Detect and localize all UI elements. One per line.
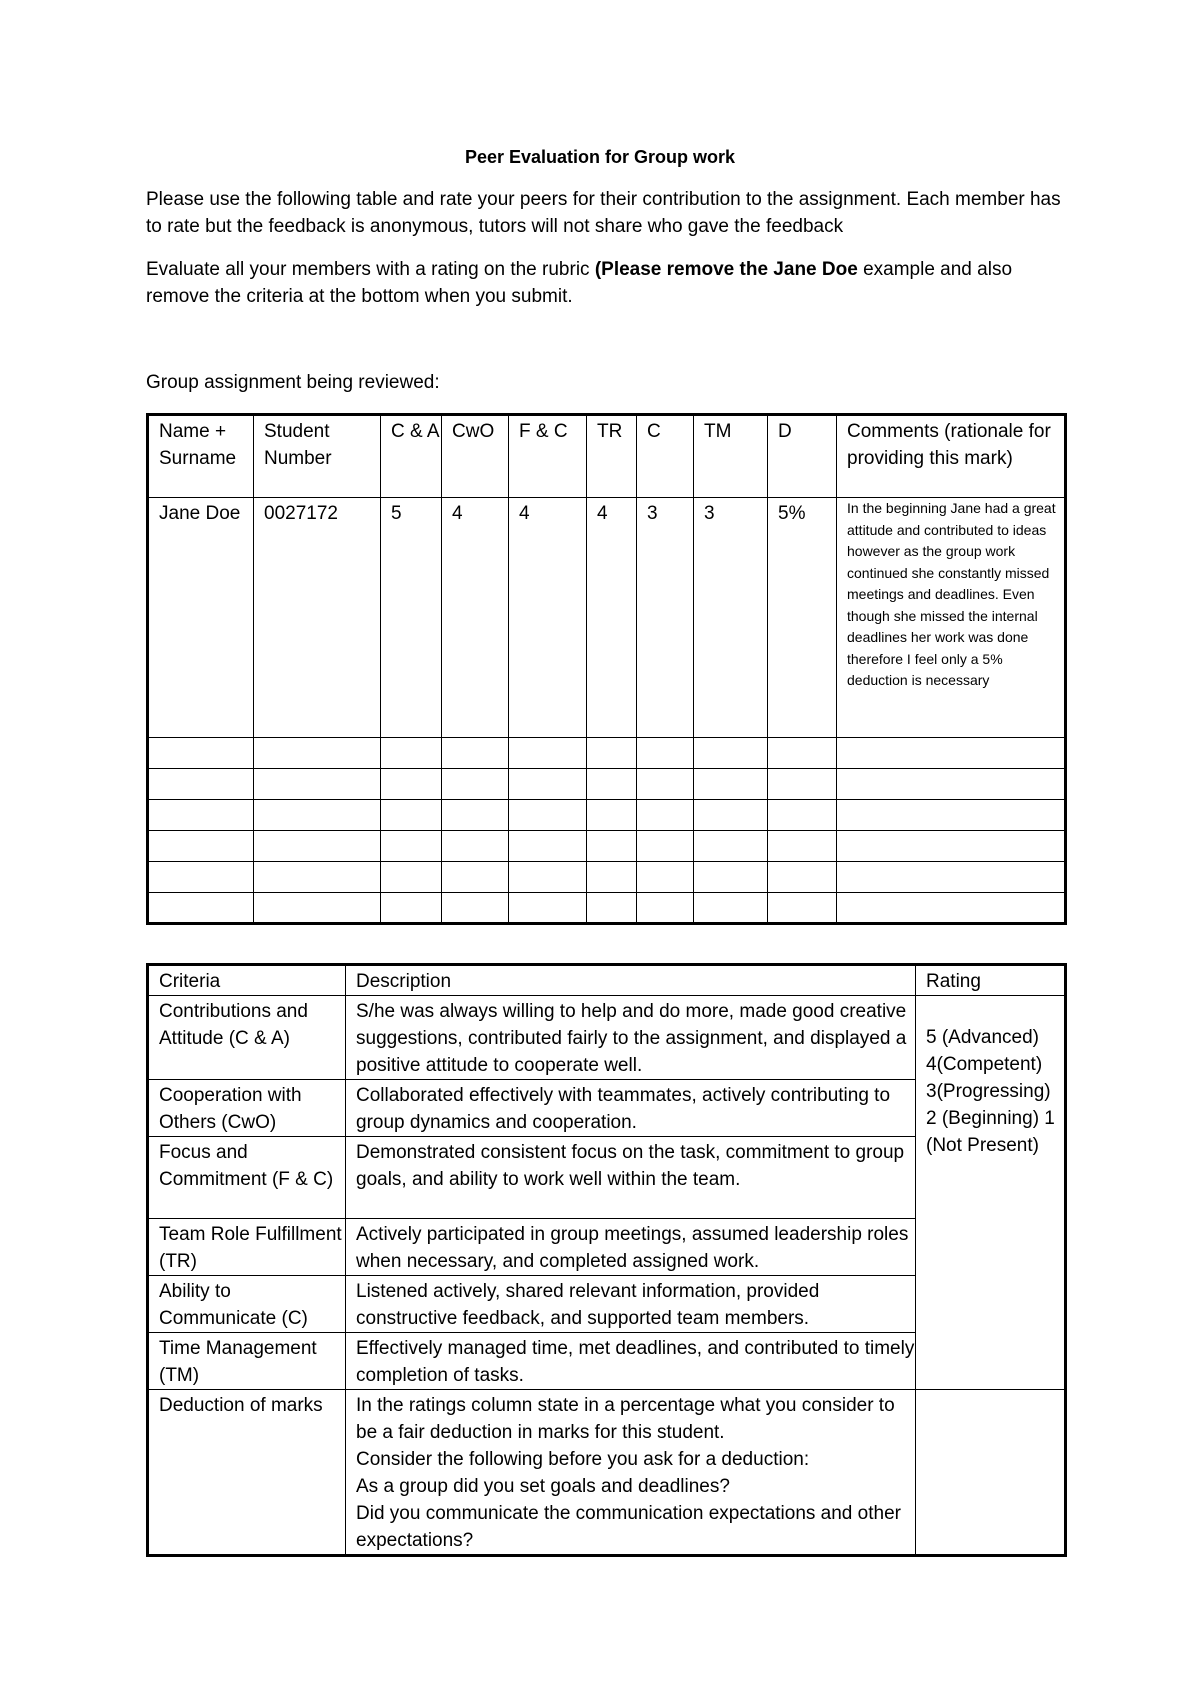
blank-cell[interactable] xyxy=(637,738,694,769)
blank-cell[interactable] xyxy=(768,831,837,862)
instruction-bold-text: (Please remove the Jane Doe xyxy=(594,259,858,280)
blank-cell[interactable] xyxy=(587,831,637,862)
blank-cell[interactable] xyxy=(254,800,381,831)
cell-d: 5% xyxy=(768,498,837,738)
blank-cell[interactable] xyxy=(442,769,509,800)
criteria-description: Effectively managed time, met deadlines, and contributed to timely completion of tasks. xyxy=(346,1333,916,1390)
blank-cell[interactable] xyxy=(768,738,837,769)
blank-cell[interactable] xyxy=(637,831,694,862)
header-description: Description xyxy=(346,965,916,996)
criteria-name: Contributions and Attitude (C & A) xyxy=(148,996,346,1080)
blank-cell[interactable] xyxy=(768,800,837,831)
cell-f-and-c: 4 xyxy=(509,498,587,738)
criteria-name: Ability to Communicate (C) xyxy=(148,1276,346,1333)
blank-cell[interactable] xyxy=(148,800,254,831)
blank-row xyxy=(148,831,1066,862)
criteria-header-row xyxy=(148,965,1066,996)
criteria-name: Deduction of marks xyxy=(148,1390,346,1556)
header-c: C xyxy=(637,415,694,498)
blank-cell[interactable] xyxy=(509,862,587,893)
blank-cell[interactable] xyxy=(587,769,637,800)
header-cwo: CwO xyxy=(442,415,509,498)
blank-cell[interactable] xyxy=(254,831,381,862)
blank-cell[interactable] xyxy=(694,831,768,862)
blank-cell[interactable] xyxy=(694,738,768,769)
blank-cell[interactable] xyxy=(637,893,694,924)
cell-cwo: 4 xyxy=(442,498,509,738)
blank-cell[interactable] xyxy=(509,800,587,831)
criteria-description: Collaborated effectively with teammates, actively contributing to group dynamics and cooperation. xyxy=(346,1080,916,1137)
intro-paragraph: Please use the following table and rate your peers for their contribution to the assignment. Each member has to rate but the feedback is anonymous, tutors will not share who gave the feedback xyxy=(146,189,1061,237)
blank-cell[interactable] xyxy=(587,738,637,769)
criteria-description: Listened actively, shared relevant information, provided constructive feedback, and supported team members. xyxy=(346,1276,916,1333)
header-student-number: Student Number xyxy=(254,415,381,498)
blank-cell[interactable] xyxy=(509,831,587,862)
header-tm: TM xyxy=(694,415,768,498)
cell-tr: 4 xyxy=(587,498,637,738)
criteria-name: Team Role Fulfillment (TR) xyxy=(148,1219,346,1276)
header-comments: Comments (rationale for providing this mark) xyxy=(837,415,1066,498)
deduction-line: In the ratings column state in a percentage what you consider to be a fair deduction in marks for this student. xyxy=(356,1395,895,1443)
instruction-paragraph xyxy=(146,256,1066,310)
header-f-and-c: F & C xyxy=(509,415,587,498)
blank-cell[interactable] xyxy=(381,831,442,862)
blank-cell[interactable] xyxy=(442,800,509,831)
blank-cell[interactable] xyxy=(148,831,254,862)
blank-cell[interactable] xyxy=(381,738,442,769)
blank-cell[interactable] xyxy=(587,893,637,924)
cell-comments: In the beginning Jane had a great attitude and contributed to ideas however as the group work continued she constantly missed meetings and deadlines. Even though she missed the internal deadlines her work was done therefore I feel only a 5% deduction is necessary xyxy=(837,498,1066,738)
blank-row xyxy=(148,862,1066,893)
blank-cell[interactable] xyxy=(381,893,442,924)
blank-cell[interactable] xyxy=(509,769,587,800)
blank-cell[interactable] xyxy=(442,862,509,893)
cell-c: 3 xyxy=(637,498,694,738)
blank-cell[interactable] xyxy=(837,893,1066,924)
blank-cell[interactable] xyxy=(381,800,442,831)
blank-cell[interactable] xyxy=(587,800,637,831)
blank-row xyxy=(148,800,1066,831)
header-rating: Rating xyxy=(916,965,1066,996)
criteria-row-deduction xyxy=(148,1390,1066,1556)
blank-row xyxy=(148,893,1066,924)
cell-c-and-a: 5 xyxy=(381,498,442,738)
criteria-description: S/he was always willing to help and do more, made good creative suggestions, contributed fairly to the assignment, and displayed a positive attitude to cooperate well. xyxy=(346,996,916,1080)
page-title: Peer Evaluation for Group work xyxy=(464,147,736,167)
criteria-name: Cooperation with Others (CwO) xyxy=(148,1080,346,1137)
deduction-rating-cell[interactable] xyxy=(916,1390,1066,1556)
cell-tm: 3 xyxy=(694,498,768,738)
blank-cell[interactable] xyxy=(442,831,509,862)
blank-cell[interactable] xyxy=(381,862,442,893)
blank-cell[interactable] xyxy=(694,769,768,800)
blank-cell[interactable] xyxy=(637,769,694,800)
example-row-jane-doe xyxy=(148,498,1066,738)
criteria-name: Focus and Commitment (F & C) xyxy=(148,1137,346,1219)
group-assignment-label: Group assignment being reviewed: xyxy=(146,372,440,393)
blank-cell[interactable] xyxy=(768,862,837,893)
peer-evaluation-table xyxy=(146,413,1067,925)
blank-cell[interactable] xyxy=(148,769,254,800)
blank-cell[interactable] xyxy=(442,893,509,924)
criteria-description: Actively participated in group meetings, assumed leadership roles when necessary, and completed assigned work. xyxy=(346,1219,916,1276)
blank-cell[interactable] xyxy=(637,862,694,893)
blank-cell[interactable] xyxy=(694,893,768,924)
blank-cell[interactable] xyxy=(254,769,381,800)
blank-cell[interactable] xyxy=(837,738,1066,769)
deduction-line: Consider the following before you ask for a deduction: xyxy=(356,1449,810,1470)
blank-cell[interactable] xyxy=(148,893,254,924)
header-c-and-a: C & A xyxy=(381,415,442,498)
blank-cell[interactable] xyxy=(694,800,768,831)
criteria-description xyxy=(346,1390,916,1556)
rating-scale: 5 (Advanced) 4(Competent) 3(Progressing) 2 (Beginning) 1 (Not Present) xyxy=(916,996,1066,1390)
blank-cell[interactable] xyxy=(442,738,509,769)
criteria-name: Time Management (TM) xyxy=(148,1333,346,1390)
blank-cell[interactable] xyxy=(254,862,381,893)
criteria-description: Demonstrated consistent focus on the task, commitment to group goals, and ability to work well within the team. xyxy=(346,1137,916,1219)
blank-cell[interactable] xyxy=(768,893,837,924)
blank-cell[interactable] xyxy=(148,862,254,893)
criteria-table xyxy=(146,963,1067,1557)
cell-student-number: 0027172 xyxy=(254,498,381,738)
blank-cell[interactable] xyxy=(587,862,637,893)
header-criteria: Criteria xyxy=(148,965,346,996)
eval-header-row xyxy=(148,415,1066,498)
blank-cell[interactable] xyxy=(837,800,1066,831)
header-tr: TR xyxy=(587,415,637,498)
deduction-line: Did you communicate the communication expectations and other expectations? xyxy=(356,1503,901,1551)
instruction-text-before: Evaluate all your members with a rating on the rubric xyxy=(146,259,595,280)
blank-cell[interactable] xyxy=(837,831,1066,862)
header-name-surname: Name + Surname xyxy=(148,415,254,498)
cell-name: Jane Doe xyxy=(148,498,254,738)
blank-cell[interactable] xyxy=(837,862,1066,893)
blank-cell[interactable] xyxy=(381,769,442,800)
blank-cell[interactable] xyxy=(148,738,254,769)
instruction-text-after: example and also remove the criteria at the bottom when you submit. xyxy=(146,259,1013,307)
blank-cell[interactable] xyxy=(694,862,768,893)
blank-cell[interactable] xyxy=(768,769,837,800)
blank-cell[interactable] xyxy=(254,893,381,924)
deduction-line: As a group did you set goals and deadlines? xyxy=(356,1476,730,1497)
blank-row xyxy=(148,738,1066,769)
blank-cell[interactable] xyxy=(509,738,587,769)
criteria-row-c-and-a xyxy=(148,996,1066,1080)
blank-cell[interactable] xyxy=(509,893,587,924)
blank-cell[interactable] xyxy=(637,800,694,831)
blank-row xyxy=(148,769,1066,800)
blank-cell[interactable] xyxy=(254,738,381,769)
blank-cell[interactable] xyxy=(837,769,1066,800)
header-d: D xyxy=(768,415,837,498)
